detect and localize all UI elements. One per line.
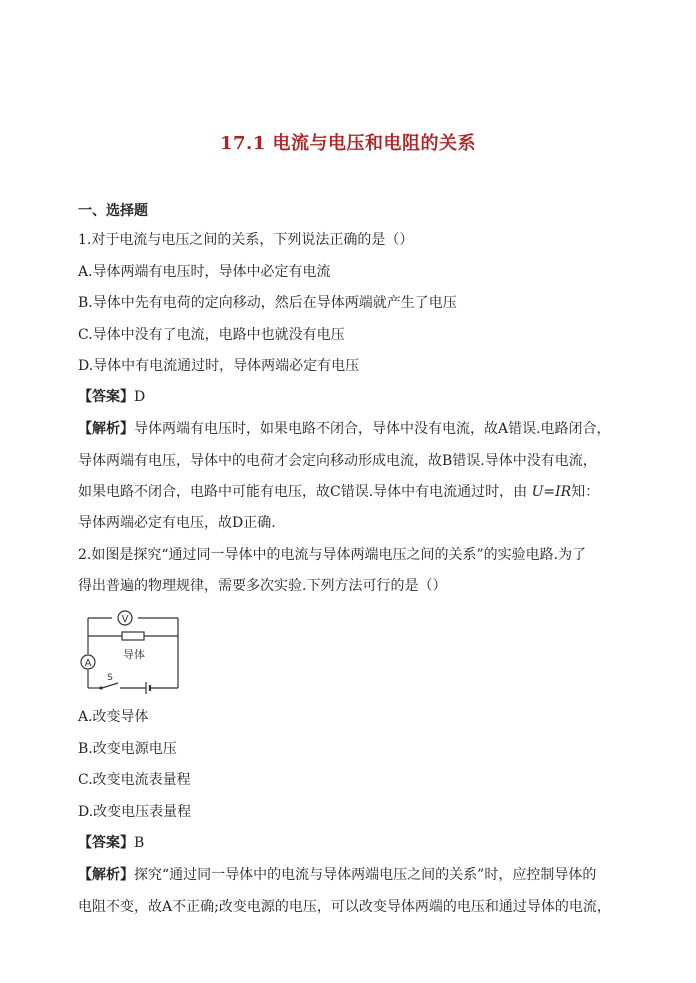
analysis-label: 【解析】 — [78, 421, 134, 437]
ammeter-label: A — [84, 658, 92, 669]
answer-label: 【答案】 — [78, 835, 134, 851]
switch-label: S — [107, 673, 113, 683]
question-1-option-b: B.导体中先有电荷的定向移动，然后在导体两端就产生了电压 — [78, 295, 457, 311]
question-1-analysis-line-1 — [78, 419, 611, 439]
question-1-analysis-line-4: 导体两端必定有电压，故D正确. — [78, 515, 276, 531]
question-2-analysis-line-1 — [78, 865, 596, 885]
question-2-analysis-line-2: 电阻不变，故A不正确;改变电源的电压，可以改变导体两端的电压和通过导体的电流， — [78, 899, 611, 915]
question-1-analysis-line-3 — [78, 482, 599, 502]
question-1-option-d: D.导体中有电流通过时，导体两端必定有电压 — [78, 358, 360, 374]
question-2-option-a: A.改变导体 — [78, 709, 149, 725]
question-2-option-b: B.改变电源电压 — [78, 741, 177, 757]
analysis-text: 如果电路不闭合，电路中可能有电压，故C错误.导体中有电流通过时，由 — [78, 484, 528, 500]
resistor-label: 导体 — [123, 648, 145, 661]
formula: U=IR — [531, 484, 572, 500]
question-2-stem-line-2: 得出普遍的物理规律，需要多次实验.下列方法可行的是（） — [78, 578, 447, 594]
document-title: 17.1 电流与电压和电阻的关系 — [219, 133, 477, 154]
question-1-analysis-line-2: 导体两端有电压，导体中的电荷才会定向移动形成电流，故B错误.导体中没有电流， — [78, 453, 597, 469]
resistor-icon — [122, 632, 144, 640]
switch-icon — [99, 686, 102, 689]
analysis-text: 导体两端有电压时，如果电路不闭合，导体中没有电流，故A错误.电路闭合， — [134, 421, 611, 437]
question-2-stem-line-1: 2.如图是探究“通过同一导体中的电流与导体两端电压之间的关系”的实验电路.为了 — [78, 547, 587, 563]
analysis-text: 探究“通过同一导体中的电流与导体两端电压之间的关系”时，应控制导体的 — [134, 867, 597, 883]
answer-value: D — [134, 389, 146, 405]
voltmeter-label: V — [121, 614, 129, 625]
question-2-option-c: C.改变电流表量程 — [78, 772, 191, 788]
question-2-answer — [78, 833, 144, 853]
question-1-stem: 1.对于电流与电压之间的关系，下列说法正确的是（） — [78, 232, 414, 248]
analysis-text: 知： — [571, 484, 600, 500]
question-2-option-d: D.改变电压表量程 — [78, 804, 192, 820]
circuit-diagram — [78, 606, 188, 694]
question-1-option-a: A.导体两端有电压时，导体中必定有电流 — [78, 264, 331, 280]
answer-value: B — [134, 835, 145, 851]
ammeter-icon — [81, 655, 95, 669]
question-1-option-c: C.导体中没有了电流，电路中也就没有电压 — [78, 327, 345, 343]
voltmeter-icon — [118, 611, 132, 625]
battery-icon — [146, 682, 150, 694]
question-1-answer — [78, 387, 145, 407]
answer-label: 【答案】 — [78, 389, 134, 405]
analysis-label: 【解析】 — [78, 867, 134, 883]
section-heading: 一、选择题 — [78, 203, 148, 219]
